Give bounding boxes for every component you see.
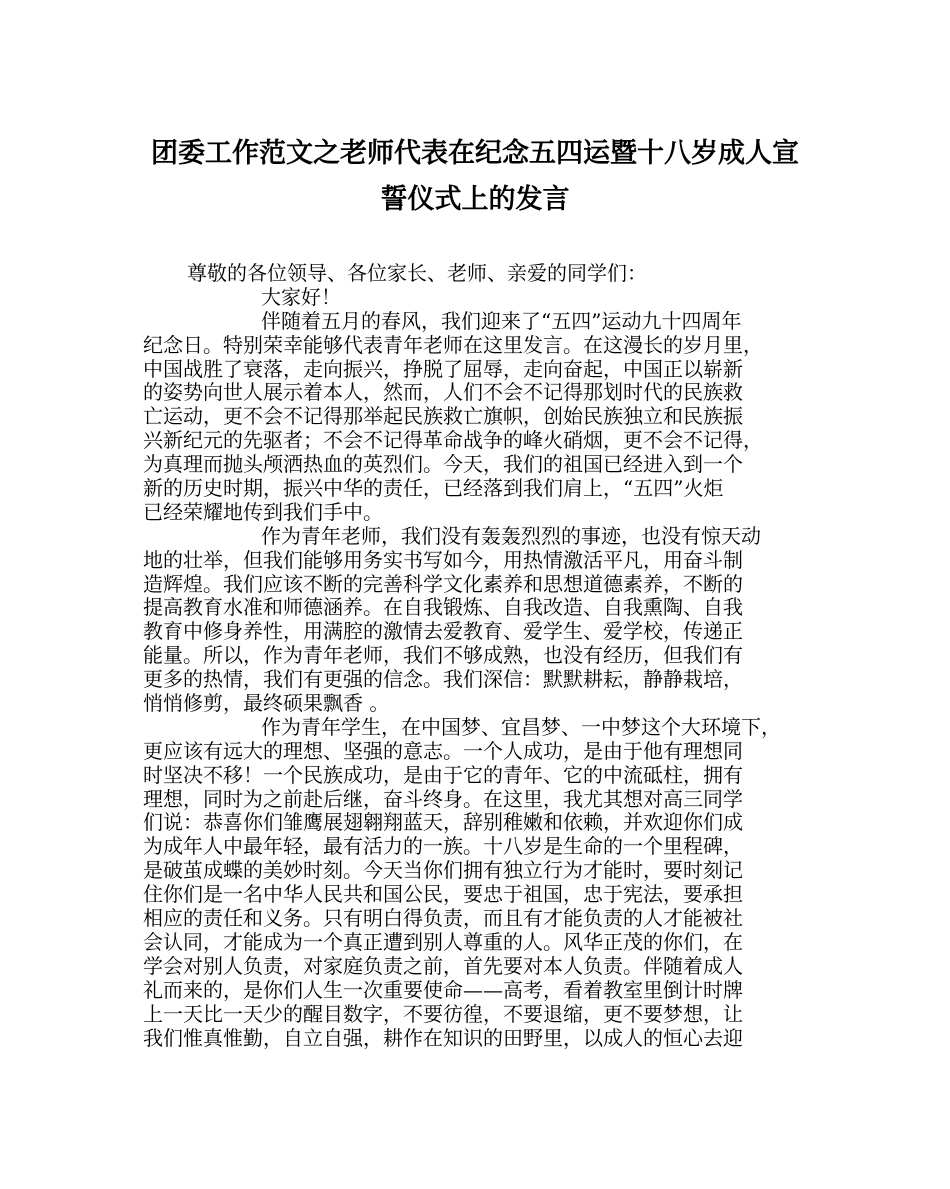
paragraph-line: 更多的热情，我们有更强的信念。我们深信：默默耕耘，静静栽培， xyxy=(143,667,743,692)
paragraph-line: 悄悄修剪，最终硕果飘香 。 xyxy=(143,691,390,716)
paragraph-line: 新的历史时期，振兴中华的责任，已经落到我们肩上，“五四”火炬 xyxy=(143,476,724,501)
paragraph xyxy=(143,310,823,525)
paragraph xyxy=(143,716,823,1050)
paragraph xyxy=(143,525,823,716)
paragraph-line: 上一天比一天少的醒目数字，不要彷徨，不要退缩，更不要梦想，让 xyxy=(143,1001,743,1026)
paragraph-line: 伴随着五月的春风，我们迎来了“五四”运动九十四周年 xyxy=(261,308,742,333)
paragraph-line: 亡运动，更不会不记得那举起民族救亡旗帜，创始民族独立和民族振 xyxy=(143,404,743,429)
paragraph-line: 礼而来的，是你们人生一次重要使命——高考，看着教室里倒计时牌 xyxy=(143,977,743,1002)
paragraph-line: 我们惟真惟勤，自立自强，耕作在知识的田野里，以成人的恒心去迎 xyxy=(143,1025,743,1050)
paragraph-line: 为成年人中最年轻，最有活力的一族。十八岁是生命的一个里程碑， xyxy=(143,834,743,859)
paragraph-line: 能量。所以，作为青年老师，我们不够成熟，也没有经历，但我们有 xyxy=(143,643,743,668)
salutation: 尊敬的各位领导、各位家长、老师、亲爱的同学们： xyxy=(187,261,647,285)
paragraph-line: 提高教育水准和师德涵养。在自我锻炼、自我改造、自我熏陶、自我 xyxy=(143,595,743,620)
document-title-line-2: 誓仪式上的发言 xyxy=(380,184,570,215)
paragraph-line: 更应该有远大的理想、坚强的意志。一个人成功，是由于他有理想同 xyxy=(143,738,743,763)
greeting: 大家好！ xyxy=(261,284,341,309)
paragraph-line: 的姿势向世人展示着本人，然而，人们不会不记得那划时代的民族救 xyxy=(143,380,743,405)
paragraph-line: 住你们是一名中华人民共和国公民，要忠于祖国，忠于宪法，要承担 xyxy=(143,882,743,907)
paragraph-line: 造辉煌。我们应该不断的完善科学文化素养和思想道德素养，不断的 xyxy=(143,571,743,596)
paragraph-line: 作为青年老师，我们没有轰轰烈烈的事迹，也没有惊天动 xyxy=(261,523,761,548)
document-body xyxy=(143,262,823,1050)
paragraph-line: 们说：恭喜你们雏鹰展翅翱翔蓝天，辞别稚嫩和依赖，并欢迎你们成 xyxy=(143,810,743,835)
paragraph-line: 中国战胜了衰落，走向振兴，挣脱了屈辱，走向奋起，中国正以崭新 xyxy=(143,356,743,381)
paragraph-line: 相应的责任和义务。只有明白得负责，而且有才能负责的人才能被社 xyxy=(143,906,743,931)
paragraph-line: 地的壮举，但我们能够用务实书写如今，用热情激活平凡，用奋斗制 xyxy=(143,547,743,572)
paragraph-line: 学会对别人负责，对家庭负责之前，首先要对本人负责。伴随着成人 xyxy=(143,953,743,978)
document-title-line-1: 团委工作范文之老师代表在纪念五四运暨十八岁成人宣 xyxy=(151,138,799,169)
paragraph-line: 纪念日。特别荣幸能够代表青年老师在这里发言。在这漫长的岁月里， xyxy=(143,332,763,357)
paragraphs xyxy=(143,310,823,1051)
paragraph-line: 会认同，才能成为一个真正遭到别人尊重的人。风华正茂的你们，在 xyxy=(143,929,743,954)
paragraph-line: 理想，同时为之前赴后继，奋斗终身。在这里，我尤其想对高三同学 xyxy=(143,786,743,811)
paragraph-line: 已经荣耀地传到我们手中。 xyxy=(143,499,383,524)
paragraph-line: 作为青年学生，在中国梦、宜昌梦、一中梦这个大环境下， xyxy=(261,714,781,739)
paragraph-line: 教育中修身养性，用满腔的激情去爱教育、爱学生、爱学校，传递正 xyxy=(143,619,743,644)
paragraph-line: 为真理而抛头颅洒热血的英烈们。今天，我们的祖国已经进入到一个 xyxy=(143,452,743,477)
paragraph-line: 兴新纪元的先驱者；不会不记得革命战争的峰火硝烟，更不会不记得， xyxy=(143,428,763,453)
paragraph-line: 是破茧成蝶的美妙时刻。今天当你们拥有独立行为才能时，要时刻记 xyxy=(143,858,743,883)
paragraph-line: 时坚决不移！一个民族成功，是由于它的青年、它的中流砥柱，拥有 xyxy=(143,762,743,787)
